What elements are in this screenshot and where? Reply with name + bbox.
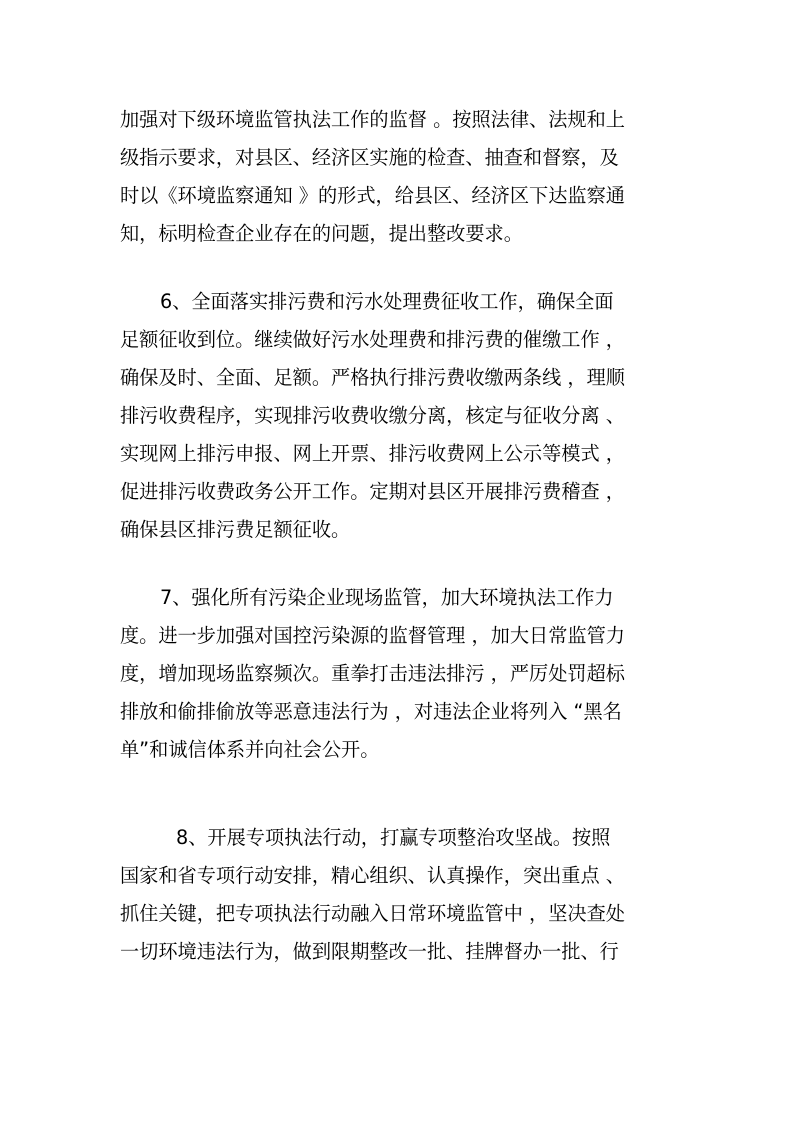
text-line: 国家和省专项行动安排，精心组织、认真操作，突出重点 、 [120, 864, 625, 887]
text-line: 一切环境违法行为，做到限期整改一批、挂牌督办一批、行 [120, 940, 619, 963]
text-line: 确保县区排污费足额征收。 [120, 518, 351, 541]
text-line: 7、强化所有污染企业现场监管，加大环境执法工作力 [160, 586, 614, 609]
text-line: 加强对下级环境监管执法工作的监督 。按照法律、法规和上 [120, 108, 625, 131]
text-line: 知，标明检查企业存在的问题，提出整改要求。 [120, 222, 523, 245]
text-line: 度。进一步加强对国控污染源的监督管理 ，加大日常监管力 [120, 624, 625, 647]
text-line: 抓住关键，把专项执法行动融入日常环境监管中 ，坚决查处 [120, 902, 625, 925]
text-line: 6、全面落实排污费和污水处理费征收工作，确保全面 [160, 290, 614, 313]
text-line: 单”和诚信体系并向社会公开。 [120, 738, 380, 761]
text-line: 时以《环境监察通知 》的形式，给县区、经济区下达监察通 [120, 184, 625, 207]
text-line: 实现网上排污申报、网上开票、排污收费网上公示等模式 ， [120, 442, 625, 465]
text-line: 级指示要求，对县区、经济区实施的检查、抽查和督察，及 [120, 146, 619, 169]
text-line: 足额征收到位。继续做好污水处理费和排污费的催缴工作 ， [120, 328, 625, 351]
text-line: 度，增加现场监察频次。重拳打击违法排污 ，严厉处罚超标 [120, 662, 625, 685]
text-line: 排放和偷排偷放等恶意违法行为 ，对违法企业将列入 “黑名 [120, 700, 622, 723]
text-line: 确保及时、全面、足额。严格执行排污费收缴两条线 ，理顺 [120, 366, 625, 389]
text-line: 8、开展专项执法行动，打赢专项整治攻坚战。按照 [176, 826, 611, 849]
text-line: 排污收费程序，实现排污收费收缴分离，核定与征收分离 、 [120, 404, 625, 427]
text-line: 促进排污收费政务公开工作。定期对县区开展排污费稽查 ， [120, 480, 625, 503]
